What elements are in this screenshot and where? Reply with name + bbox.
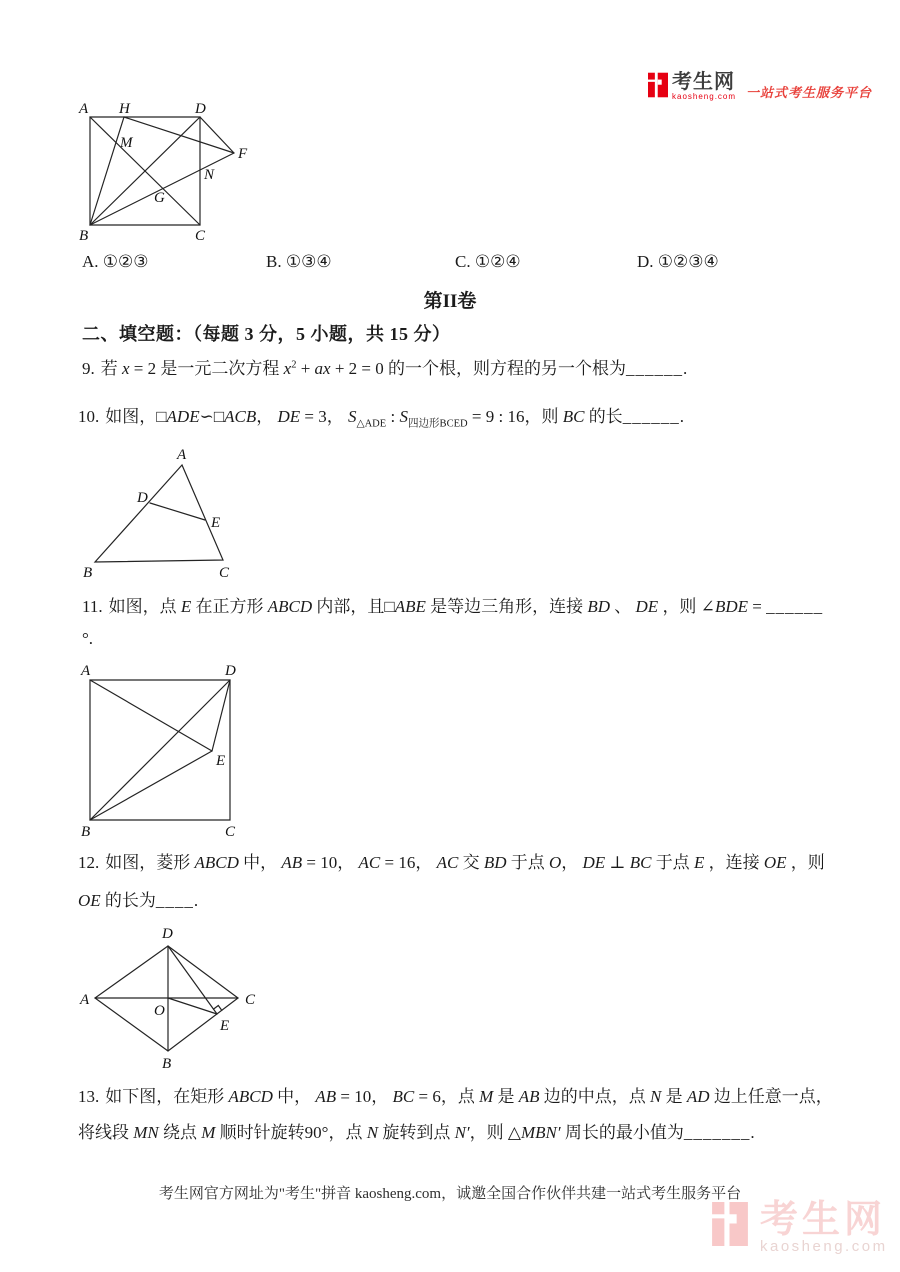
question-13-number: 13. (78, 1087, 100, 1106)
figure-q10-lines (95, 465, 223, 562)
question-11-number: 11. (82, 597, 103, 616)
footer-text: 考生网官方网址为"考生"拼音 kaosheng.com，诚邀全国合作伙伴共建一站式考生服务平台 (158, 1186, 742, 1202)
question-12 (78, 852, 838, 874)
question-13-line2: 将线段 MN 绕点 M 顺时针旋转90°，点 N 旋转到点 N′，则 △MBN′ 周长的最小值为_______. (78, 1123, 755, 1142)
header-logo (648, 72, 872, 101)
vertex-label-F: F (238, 146, 248, 162)
question-11 (82, 596, 842, 618)
vertex-label-A: A (177, 447, 187, 463)
figure-q11-square (75, 658, 265, 848)
figure-q10-triangle (75, 445, 295, 585)
figure-q12-lines (95, 946, 238, 1051)
vertex-label-E: E (216, 753, 226, 769)
logo-domain: kaosheng.com (672, 92, 737, 101)
vertex-label-M: M (120, 135, 133, 151)
choice-options-row (0, 252, 900, 276)
vertex-label-B: B (81, 824, 91, 840)
vertex-label-D: D (225, 663, 236, 679)
question-12-text: 如图，菱形 ABCD 中， AB = 10， AC = 16， AC 交 BD 于点 O， DE ⊥ BC 于点 E ，连接 OE ，则 (105, 853, 825, 872)
vertex-label-E: E (220, 1018, 230, 1034)
vertex-label-B: B (79, 228, 89, 244)
question-9-text: 若 x = 2 是一元二次方程 $x^2$ + ax + 2 = 0 的一个根，则方程的另一个根为______. (100, 359, 688, 378)
vertex-label-A: A (79, 101, 89, 117)
figure-q8-square (70, 95, 250, 245)
vertex-label-O: O (154, 1003, 165, 1019)
question-12-line2: OE 的长为____. (78, 891, 199, 910)
vertex-label-C: C (245, 992, 256, 1008)
question-11-text: 如图，点 E 在正方形 ABCD 内部，且□ABE 是等边三角形，连接 BD 、 DE ，则 ∠BDE = ______ (108, 597, 824, 616)
vertex-label-A: A (81, 663, 91, 679)
vertex-label-D: D (195, 101, 206, 117)
right-angle-mark (214, 1006, 222, 1011)
option-a: A. ①②③ (82, 252, 149, 271)
part-title: 第II卷 (423, 291, 477, 312)
vertex-label-D: D (162, 926, 173, 942)
vertex-label-H: H (119, 101, 130, 117)
vertex-label-N: N (204, 167, 215, 183)
vertex-label-C: C (219, 565, 230, 581)
question-13 (78, 1086, 838, 1108)
watermark-logo-icon (712, 1202, 748, 1246)
logo-tagline: 一站式考生服务平台 (746, 85, 873, 100)
logo-name: 考生网 (672, 71, 735, 93)
vertex-label-B: B (162, 1056, 172, 1072)
option-b: B. ①③④ (266, 252, 332, 271)
question-10 (78, 406, 838, 428)
vertex-label-G: G (154, 190, 165, 206)
kaosheng-logo-icon (648, 72, 668, 98)
figure-q12-rhombus (70, 918, 280, 1078)
watermark-domain: kaosheng.com (760, 1238, 888, 1255)
question-13-text: 如下图，在矩形 ABCD 中， AB = 10， BC = 6，点 M 是 AB 边的中点，点 N 是 AD 边上任意一点， (105, 1087, 833, 1106)
option-d: D. ①②③④ (637, 252, 719, 271)
vertex-label-D: D (137, 490, 148, 506)
vertex-label-B: B (83, 565, 93, 581)
vertex-label-A: A (80, 992, 90, 1008)
question-10-text: 如图，□ADE∽□ACB， DE = 3， $S_{\triangle ADE}$ : $S_{四边形BCED} = 9$ : 16，则 BC 的长______. (105, 407, 684, 430)
question-10-number: 10. (78, 407, 100, 426)
question-9 (82, 358, 842, 380)
vertex-label-C: C (225, 824, 236, 840)
question-9-number: 9. (82, 359, 95, 378)
section-title: 二、填空题：（每题 3 分，5 小题，共 15 分） (82, 324, 451, 344)
watermark-name: 考生网 (760, 1199, 887, 1241)
watermark-logo (712, 1199, 888, 1256)
figure-q11-lines (90, 680, 230, 820)
option-c: C. ①②④ (455, 252, 521, 271)
vertex-label-C: C (195, 228, 206, 244)
vertex-label-E: E (211, 515, 221, 531)
question-11-line2: °. (82, 629, 94, 648)
question-12-number: 12. (78, 853, 100, 872)
